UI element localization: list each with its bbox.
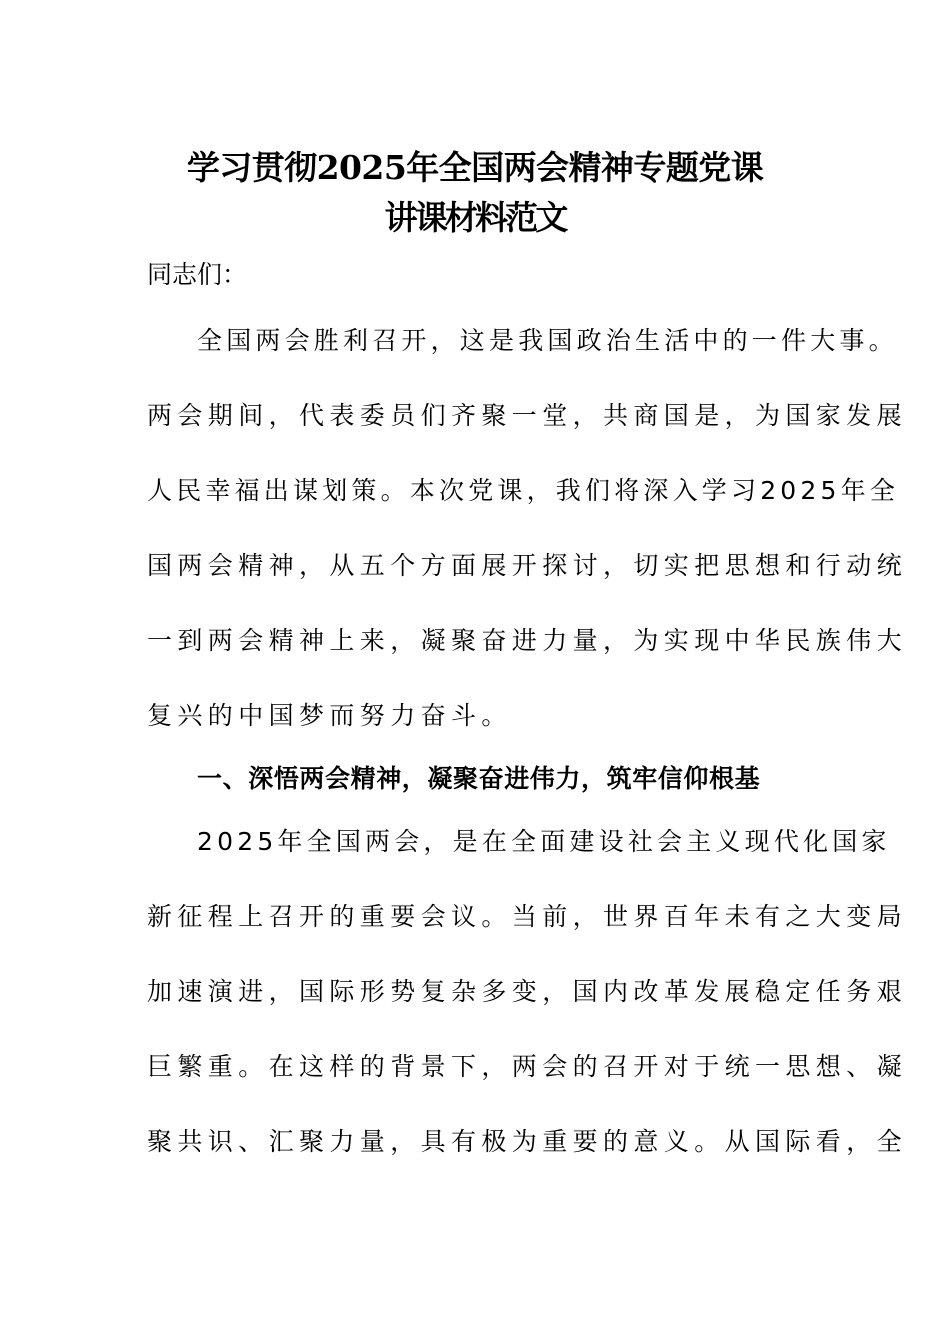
document-title-line-1: 学习贯彻2025年全国两会精神专题党课	[186, 148, 764, 187]
paragraph-line: 一到两会精神上来，凝聚奋进力量，为实现中华民族伟大	[147, 626, 908, 655]
paragraph-line: 复兴的中国梦而努力奋斗。	[147, 701, 512, 730]
paragraph-line: 新征程上召开的重要会议。当前，世界百年未有之大变局	[147, 902, 908, 931]
document-title-line-2: 讲课材料范文	[384, 198, 566, 237]
greeting: 同志们：	[147, 260, 248, 289]
paragraph-line: 2025年全国两会，是在全面建设社会主义现代化国家	[197, 827, 891, 856]
paragraph-line: 加速演进，国际形势复杂多变，国内改革发展稳定任务艰	[147, 977, 908, 1006]
section-heading: 一、深悟两会精神，凝聚奋进伟力，筑牢信仰根基	[197, 764, 761, 793]
paragraph-line: 聚共识、汇聚力量，具有极为重要的意义。从国际看，全	[147, 1127, 908, 1156]
paragraph-line: 全国两会胜利召开，这是我国政治生活中的一件大事。	[197, 326, 898, 355]
paragraph-line: 人民幸福出谋划策。本次党课，我们将深入学习2025年全	[147, 476, 900, 505]
paragraph-line: 两会期间，代表委员们齐聚一堂，共商国是，为国家发展	[147, 401, 908, 430]
paragraph-line: 国两会精神，从五个方面展开探讨，切实把思想和行动统	[147, 551, 908, 580]
paragraph-line: 巨繁重。在这样的背景下，两会的召开对于统一思想、凝	[147, 1052, 908, 1081]
